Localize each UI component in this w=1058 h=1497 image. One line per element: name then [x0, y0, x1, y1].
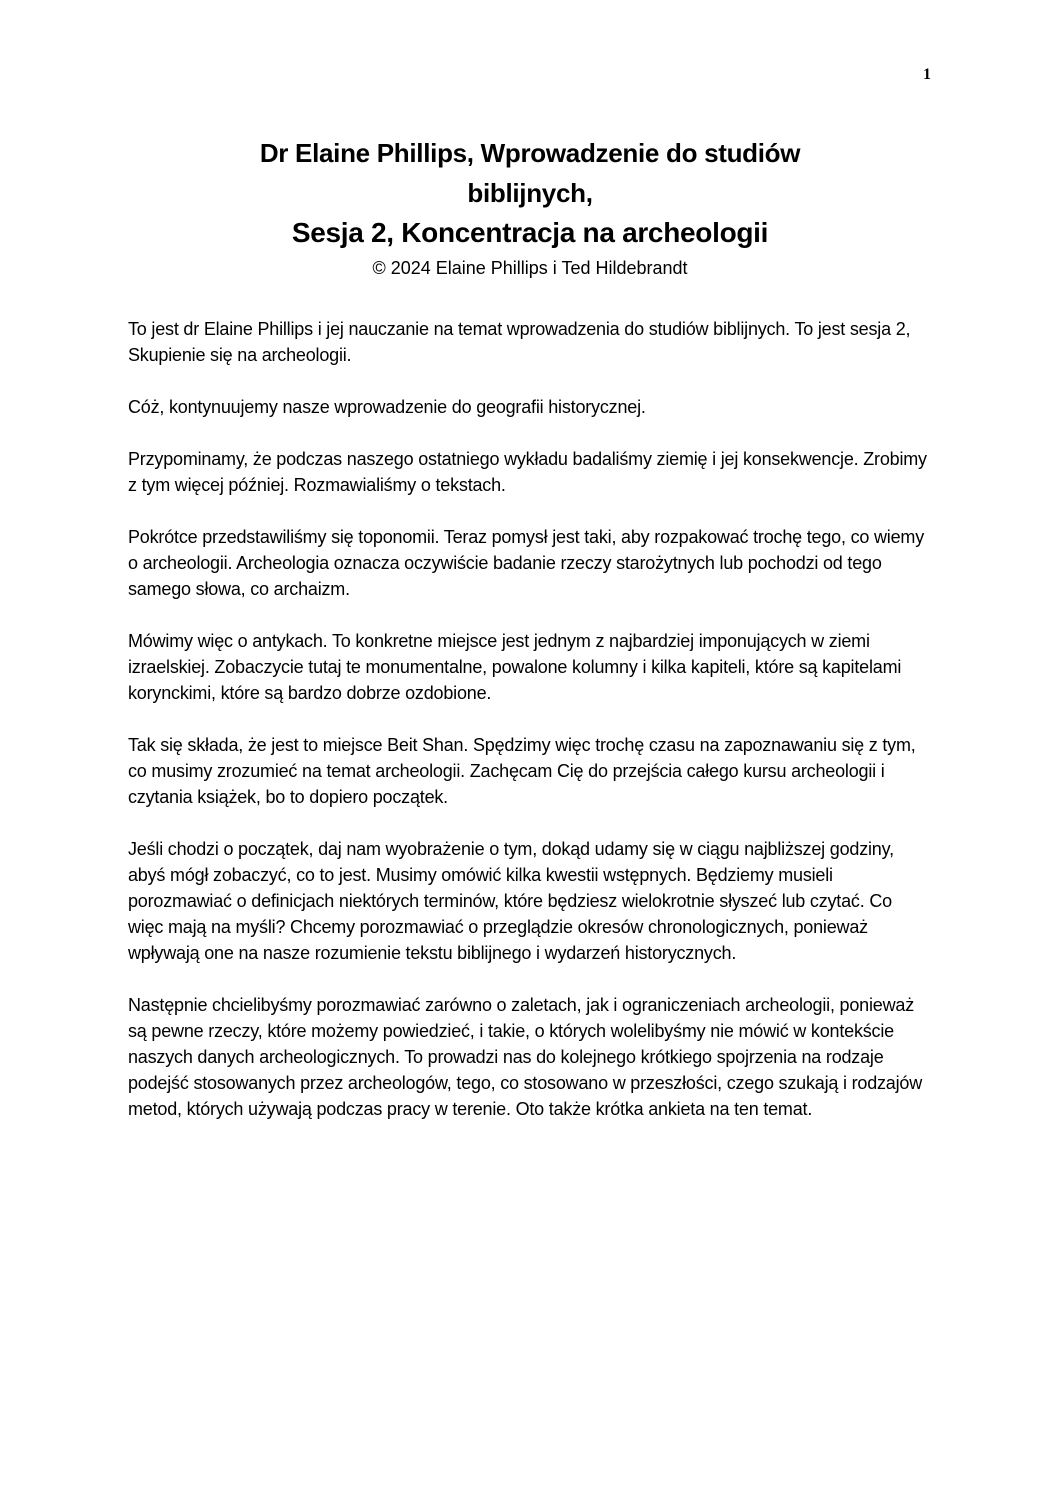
paragraph: Następnie chcielibyśmy porozmawiać zarówno o zaletach, jak i ograniczeniach archeologii, ponieważ są pewne rzeczy, które możemy powiedzieć, i takie, o których wolelibyśmy nie mówić w kontekście naszych danych archeologicznych. To prowadzi nas do kolejnego krótkiego spojrzenia na rodzaje podejść stosowanych przez archeologów, tego, co stosowano w przeszłości, czego szukają i rodzajów metod, których używają podczas pracy w terenie. Oto także krótka ankieta na ten temat.: [128, 995, 923, 1119]
session-title: Sesja 2, Koncentracja na archeologii: [291, 217, 769, 248]
title-line-2: biblijnych,: [467, 178, 593, 208]
paragraph: Pokrótce przedstawiliśmy się toponomii. Teraz pomysł jest taki, aby rozpakować trochę tego, co wiemy o archeologii. Archeologia oznacza oczywiście badanie rzeczy starożytnych lub pochodzi od tego samego słowa, co archaizm.: [128, 527, 925, 599]
body-text: [128, 316, 928, 1148]
paragraph: Jeśli chodzi o początek, daj nam wyobrażenie o tym, dokąd udamy się w ciągu najbliższej godziny, abyś mógł zobaczyć, co to jest. Musimy omówić kilka kwestii wstępnych. Będziemy musieli porozmawiać o definicjach niektórych terminów, które będziesz wielokrotnie słyszeć lub czytać. Co więc mają na myśli? Chcemy porozmawiać o przeglądzie okresów chronologicznych, ponieważ wpływają one na nasze rozumienie tekstu biblijnego i wydarzeń historycznych.: [128, 839, 894, 963]
paragraph: Przypominamy, że podczas naszego ostatniego wykładu badaliśmy ziemię i jej konsekwencje. Zrobimy z tym więcej później. Rozmawialiśmy o tekstach.: [128, 449, 927, 495]
title-line-1: Dr Elaine Phillips, Wprowadzenie do studiów: [259, 138, 801, 168]
copyright-line: © 2024 Elaine Phillips i Ted Hildebrandt: [372, 258, 688, 278]
title-block: [140, 133, 920, 281]
paragraph: Cóż, kontynuujemy nasze wprowadzenie do geografii historycznej.: [128, 397, 646, 417]
paragraph: To jest dr Elaine Phillips i jej nauczanie na temat wprowadzenia do studiów biblijnych. To jest sesja 2, Skupienie się na archeologii.: [128, 319, 911, 365]
page-number: 1: [923, 66, 931, 83]
paragraph: Mówimy więc o antykach. To konkretne miejsce jest jednym z najbardziej imponujących w ziemi izraelskiej. Zobaczycie tutaj te monumentalne, powalone kolumny i kilka kapiteli, które są kapitelami korynckimi, które są bardzo dobrze ozdobione.: [128, 631, 902, 703]
paragraph: Tak się składa, że jest to miejsce Beit Shan. Spędzimy więc trochę czasu na zapoznawaniu się z tym, co musimy zrozumieć na temat archeologii. Zachęcam Cię do przejścia całego kursu archeologii i czytania książek, bo to dopiero początek.: [128, 735, 916, 807]
